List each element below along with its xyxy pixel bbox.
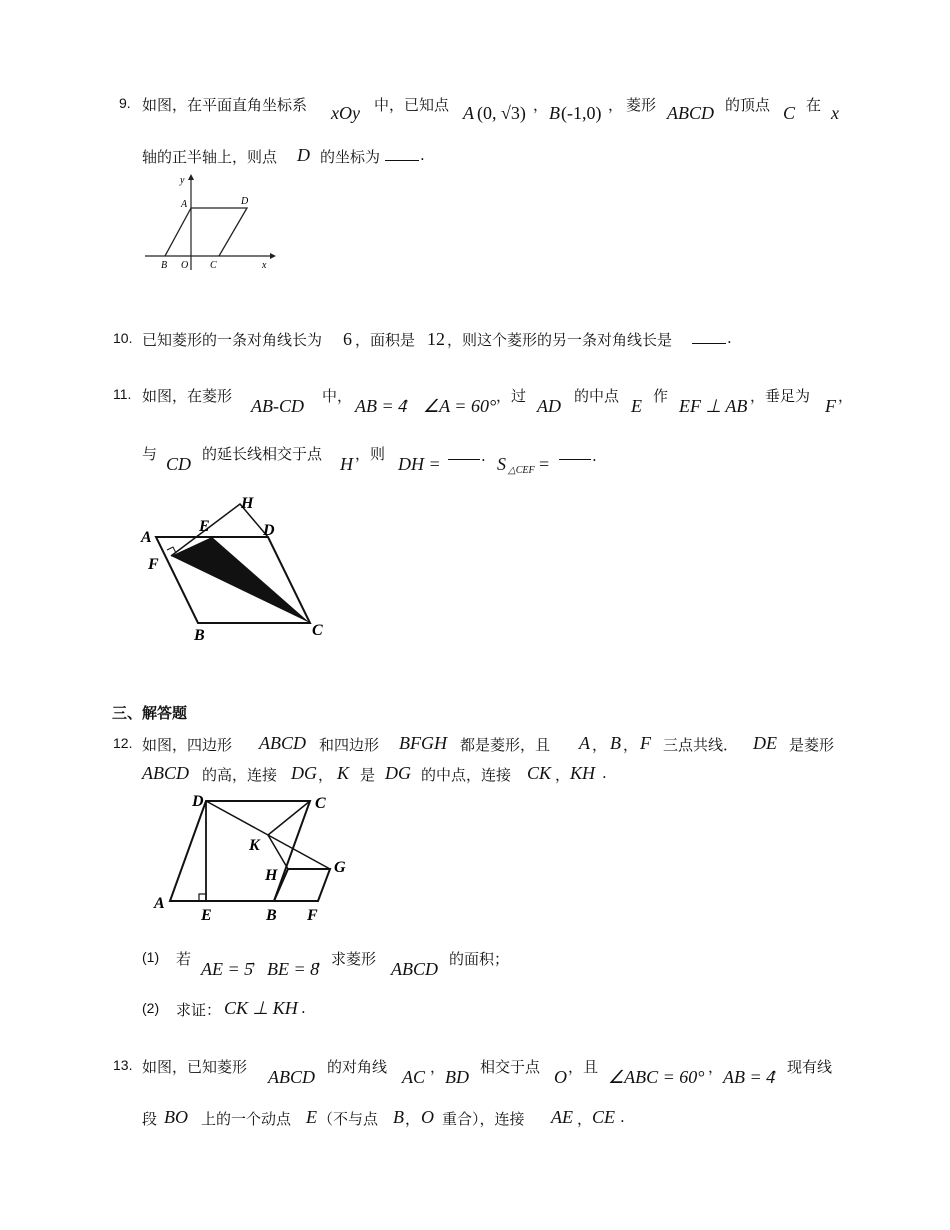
text: ，面积是	[355, 331, 416, 349]
math: ABCD	[391, 959, 438, 979]
rhombus-abcd	[170, 801, 310, 901]
figure-q12	[148, 787, 358, 925]
math-point-b: B	[549, 103, 560, 123]
answer-blank	[385, 146, 419, 161]
label-h: H	[265, 867, 278, 884]
label-f: F	[148, 556, 159, 573]
label-a: A	[181, 199, 188, 210]
question-number: 10.	[113, 330, 133, 346]
text: 段	[142, 1110, 158, 1128]
text: 的对角线	[327, 1058, 388, 1076]
text: ，则这个菱形的另一条对角线长是	[447, 331, 673, 349]
label-e: E	[201, 907, 212, 924]
text: 轴的正半轴上，则点	[142, 148, 278, 166]
math: EF ⊥ AB	[679, 396, 748, 416]
label-h: H	[241, 495, 254, 512]
math: x	[831, 103, 839, 123]
math: DG	[291, 763, 317, 783]
right-angle-mark	[167, 547, 176, 553]
text: 相交于点	[480, 1058, 541, 1076]
math: H	[340, 454, 353, 474]
math: F	[825, 396, 836, 416]
text: ，现有线	[772, 1058, 833, 1076]
text: ，	[577, 1110, 593, 1128]
text: 求证：	[176, 1001, 222, 1019]
text: 已知菱形的一条对角线长为	[142, 331, 323, 349]
math: KH	[570, 763, 596, 783]
math: C	[783, 103, 796, 123]
text: 是菱形	[789, 736, 835, 754]
math: K	[337, 763, 350, 783]
text: 和四边形	[319, 736, 380, 754]
label-c: C	[210, 260, 217, 271]
right-angle-mark	[199, 894, 206, 901]
text: ，	[708, 1058, 724, 1076]
math: BFGH	[399, 733, 447, 753]
text: ，	[251, 950, 267, 968]
math-point-a: A	[463, 103, 474, 123]
label-y: y	[180, 175, 185, 186]
text: ，垂足为	[750, 387, 811, 405]
text: 如图，已知菱形	[142, 1058, 248, 1076]
label-c: C	[315, 795, 326, 812]
math: DG	[385, 763, 411, 783]
math: ABCD	[667, 103, 714, 123]
text: 与	[142, 445, 158, 463]
question-number: 12.	[113, 735, 133, 751]
text: ，	[555, 766, 571, 784]
text: ，	[838, 387, 854, 405]
sub-question-number: (2)	[142, 1000, 160, 1016]
text: 如图，在平面直角坐标系	[142, 96, 308, 114]
text: ，则	[355, 445, 386, 463]
answer-blank	[559, 449, 591, 460]
text: 的延长线相交于点	[202, 445, 323, 463]
math: A	[579, 733, 590, 753]
math: ∠A = 60°	[423, 396, 497, 416]
label-f: F	[307, 907, 318, 924]
label-e: E	[199, 518, 210, 535]
text: 上的一个动点	[201, 1110, 292, 1128]
math: AD	[537, 396, 561, 416]
text: 如图，四边形	[142, 736, 233, 754]
text: .	[592, 447, 597, 465]
math: DH =	[398, 454, 441, 474]
text: .	[620, 1108, 625, 1126]
label-x: x	[262, 260, 267, 271]
question-number: 13.	[113, 1057, 133, 1073]
math: S	[497, 454, 506, 474]
math: B	[610, 733, 621, 753]
math: 12	[427, 329, 445, 349]
math: CK ⊥ KH	[224, 998, 298, 1018]
text: 都是菱形，且	[460, 736, 551, 754]
text: .	[301, 999, 306, 1017]
math: O	[554, 1067, 567, 1087]
text: 如图，在菱形	[142, 387, 233, 405]
math: CK	[527, 763, 552, 783]
text: 的坐标为	[320, 148, 381, 166]
text: 作	[653, 387, 669, 405]
text: 的顶点	[725, 96, 771, 114]
text: 的中点	[574, 387, 620, 405]
figure-q11	[138, 490, 338, 645]
x-axis-arrow-icon	[270, 253, 276, 259]
math-subscript: △CEF	[508, 465, 535, 476]
label-a: A	[141, 529, 152, 546]
rhombus-bfgh	[274, 869, 330, 901]
math: D	[297, 145, 310, 165]
text: ，	[608, 96, 624, 114]
question-number: 9.	[119, 95, 131, 111]
text: 中，	[322, 387, 353, 405]
answer-blank	[692, 329, 726, 344]
text: 若	[176, 950, 192, 968]
math: ABCD	[142, 763, 189, 783]
math: =	[539, 454, 550, 474]
text: .	[420, 146, 425, 164]
math: AB-CD	[251, 396, 304, 416]
text: ，	[592, 736, 608, 754]
figure-q9	[140, 170, 280, 275]
text: .	[481, 447, 486, 465]
y-axis-arrow-icon	[188, 174, 194, 180]
text: ，过	[496, 387, 527, 405]
text: 是	[360, 766, 376, 784]
math: E	[631, 396, 642, 416]
label-g: G	[334, 859, 346, 876]
text: ，且	[568, 1058, 599, 1076]
math: E	[306, 1107, 317, 1127]
text: ，求菱形	[316, 950, 377, 968]
math: AB = 4	[355, 396, 408, 416]
math: DE	[753, 733, 777, 753]
math: O	[421, 1107, 434, 1127]
text: .	[602, 764, 607, 782]
text: ，	[404, 387, 420, 405]
math: CD	[166, 454, 192, 474]
label-b: B	[161, 260, 168, 271]
math: BE = 8	[267, 959, 320, 979]
math: 6	[343, 329, 352, 349]
rhombus	[165, 208, 247, 256]
math: AB = 4	[723, 1067, 776, 1087]
math-coords-b: (-1,0)	[561, 103, 602, 123]
label-d: D	[263, 522, 275, 539]
math: AC	[402, 1067, 426, 1087]
sub-question-number: (1)	[142, 949, 160, 965]
math: CE	[592, 1107, 616, 1127]
math: F	[640, 733, 651, 753]
text: 三点共线．	[663, 736, 739, 754]
label-b: B	[266, 907, 277, 924]
text: 的中点，连接	[421, 766, 512, 784]
text: （不与点	[318, 1110, 379, 1128]
label-b: B	[194, 627, 205, 644]
text: ，	[318, 766, 334, 784]
label-d: D	[241, 196, 249, 207]
text: .	[727, 329, 732, 347]
text: 菱形	[626, 96, 657, 114]
text: 的高，连接	[202, 766, 278, 784]
label-o: O	[181, 260, 189, 271]
math: AE	[551, 1107, 573, 1127]
math: ABCD	[268, 1067, 315, 1087]
text: ，	[623, 736, 639, 754]
section-heading: 三、解答题	[112, 704, 188, 722]
text: 的面积；	[449, 950, 510, 968]
math: AE = 5	[201, 959, 254, 979]
math: B	[393, 1107, 404, 1127]
text: ，	[533, 96, 549, 114]
text: 重合），连接	[442, 1110, 525, 1128]
math: BD	[445, 1067, 469, 1087]
math: ∠ABC = 60°	[608, 1067, 705, 1087]
text: ，	[430, 1058, 446, 1076]
label-c: C	[312, 622, 323, 639]
text: ，	[405, 1110, 421, 1128]
question-number: 11.	[113, 386, 132, 402]
math: xOy	[331, 103, 360, 123]
answer-blank	[448, 449, 480, 460]
label-k: K	[249, 837, 260, 854]
math: ABCD	[259, 733, 306, 753]
text: 在	[806, 96, 822, 114]
text: 中，已知点	[374, 96, 450, 114]
label-d: D	[192, 793, 204, 810]
math: BO	[164, 1107, 188, 1127]
math-coords-a: (0, √3)	[477, 103, 526, 123]
label-a: A	[154, 895, 165, 912]
